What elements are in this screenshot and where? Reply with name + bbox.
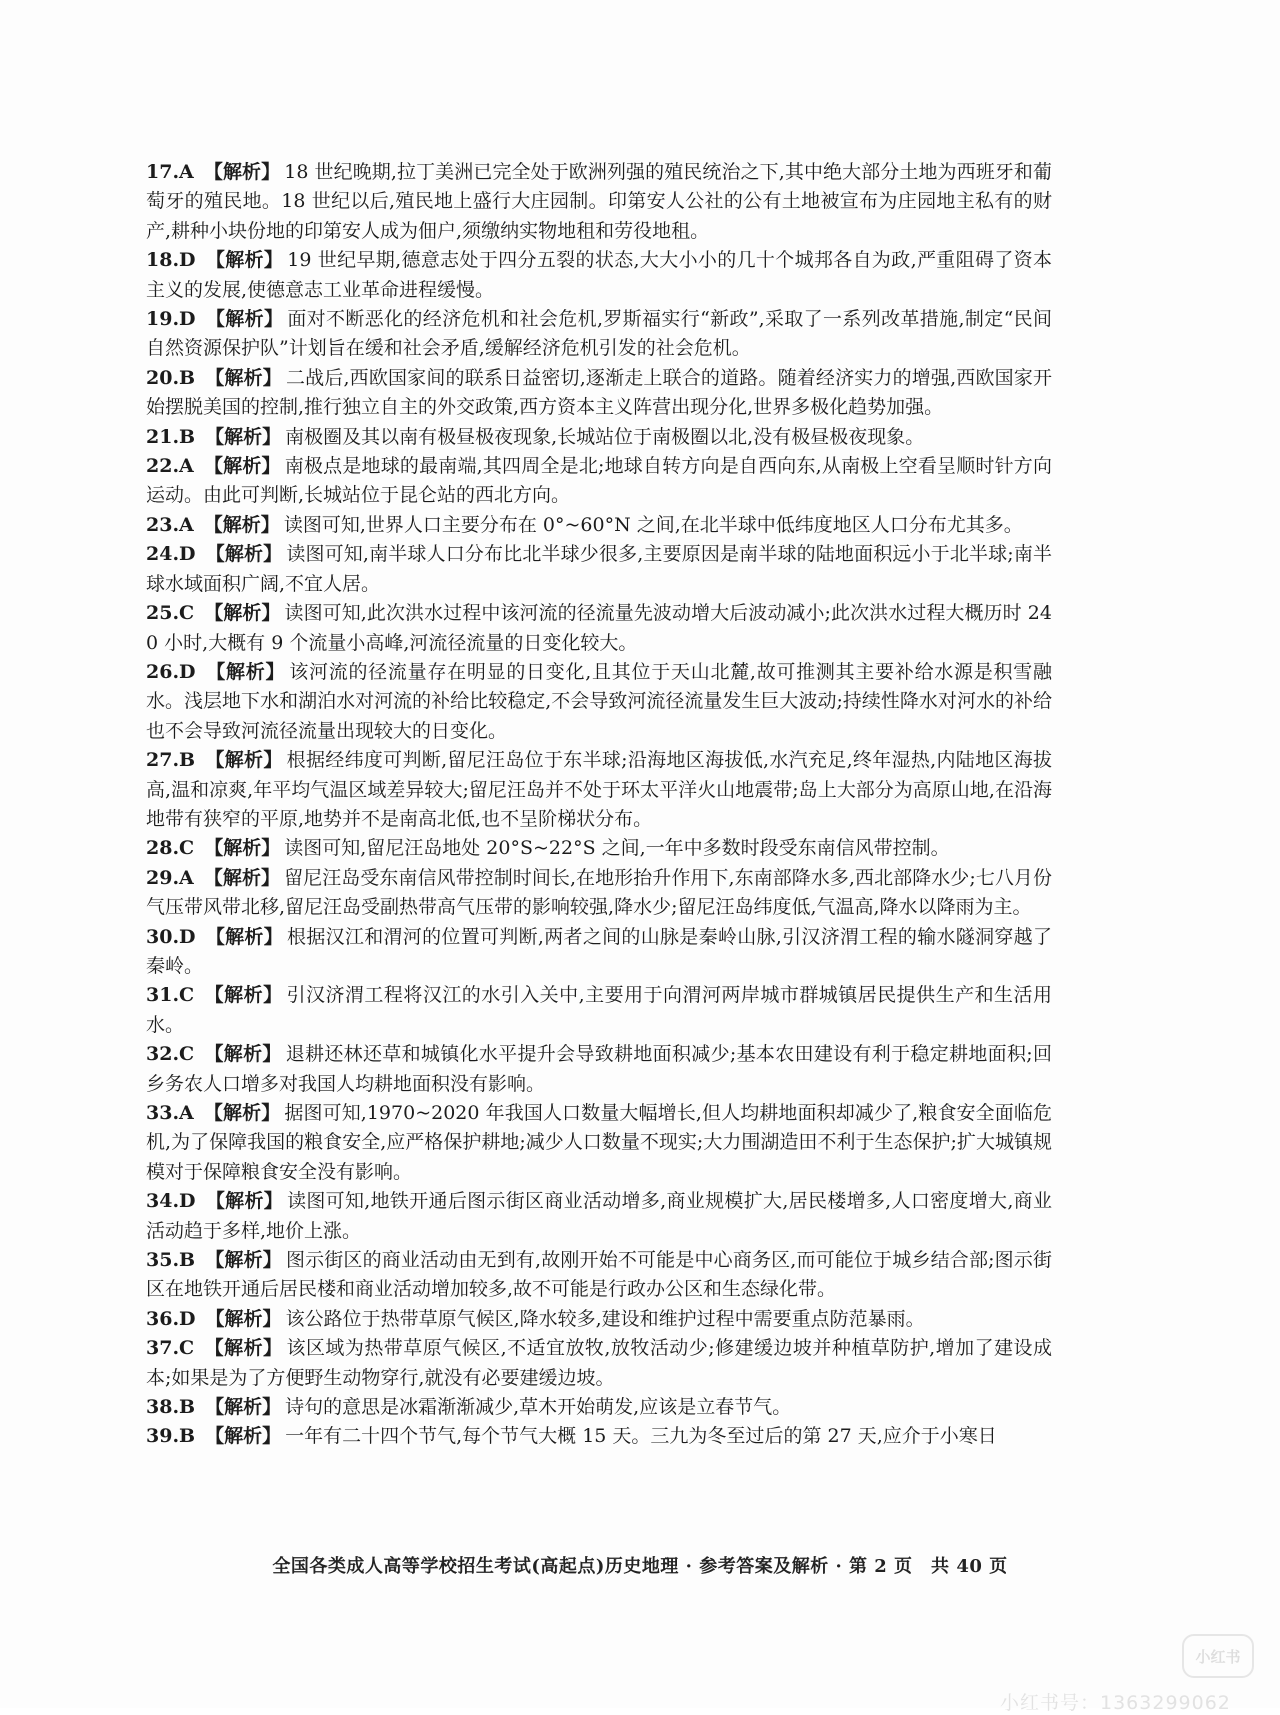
analysis-text: 读图可知,世界人口主要分布在 0°~60°N 之间,在北半球中低纬度地区人口分布尤其多。 [283, 513, 1023, 536]
answer-number: 24.D [146, 543, 196, 566]
answer-entry [146, 511, 1052, 540]
analysis-text: 根据汉江和渭河的位置可判断,两者之间的山脉是秦岭山脉,引汉济渭工程的输水隧洞穿越了秦岭。 [146, 925, 1052, 977]
analysis-text: 19 世纪早期,德意志处于四分五裂的状态,大大小小的几十个城邦各自为政,严重阻碍了资本主义的发展,使德意志工业革命进程缓慢。 [146, 249, 1052, 301]
analysis-text: 根据经纬度可判断,留尼汪岛位于东半球;沿海地区海拔低,水汽充足,终年湿热,内陆地区海拔高,温和凉爽,年平均气温区域差异较大;留尼汪岛并不处于环太平洋火山地震带;岛上大部分为高原山地,在沿海地带有狭窄的平原,地势并不是南高北低,也不呈阶梯状分布。 [146, 749, 1052, 830]
analysis-tag: 【解析】 [205, 660, 286, 683]
answer-number: 34.D [146, 1190, 196, 1213]
answer-number: 35.B [146, 1249, 196, 1272]
analysis-tag: 【解析】 [205, 1425, 282, 1448]
analysis-text: 南极圈及其以南有极昼极夜现象,长城站位于南极圈以北,没有极昼极夜现象。 [285, 425, 925, 448]
analysis-tag: 【解析】 [203, 161, 281, 183]
answer-entry [146, 305, 1052, 364]
analysis-tag: 【解析】 [205, 749, 283, 772]
answer-entry [146, 1040, 1052, 1099]
answer-number: 39.B [146, 1425, 196, 1448]
answer-number: 37.C [146, 1337, 195, 1360]
analysis-text: 一年有二十四个节气,每个节气大概 15 天。三九为冬至过后的第 27 天,应介于小寒日 [285, 1425, 997, 1448]
analysis-text: 该区域为热带草原气候区,不适宜放牧,放牧活动少;修建缓边坡并种植草防护,增加了建设成本;如果是为了方便野生动物穿行,就没有必要建缓边坡。 [146, 1337, 1052, 1389]
answer-number: 26.D [146, 660, 196, 683]
answer-number: 21.B [146, 425, 196, 448]
analysis-tag: 【解析】 [205, 1249, 282, 1272]
answer-entry [146, 658, 1052, 746]
answer-number: 31.C [146, 984, 195, 1007]
answer-entry [146, 1246, 1052, 1305]
answer-entry [146, 981, 1052, 1040]
analysis-tag: 【解析】 [205, 249, 284, 272]
analysis-tag: 【解析】 [205, 308, 284, 331]
answer-number: 29.A [146, 866, 194, 889]
answer-number: 36.D [146, 1307, 196, 1330]
answer-entry [146, 1334, 1052, 1393]
analysis-text: 图示街区的商业活动由无到有,故刚开始不可能是中心商务区,而可能位于城乡结合部;图示街区在地铁开通后居民楼和商业活动增加较多,故不可能是行政办公区和生态绿化带。 [146, 1249, 1052, 1301]
analysis-text: 南极点是地球的最南端,其四周全是北;地球自转方向是自西向东,从南极上空看呈顺时针方向运动。由此可判断,长城站位于昆仑站的西北方向。 [146, 455, 1052, 507]
page-footer: 全国各类成人高等学校招生考试(高起点)历史地理 · 参考答案及解析 · 第 2 页 共 40 页 [272, 1556, 1008, 1577]
analysis-text: 诗句的意思是冰霜渐渐减少,草木开始萌发,应该是立春节气。 [285, 1396, 792, 1419]
answer-entry [146, 1305, 1052, 1334]
analysis-tag: 【解析】 [205, 543, 283, 566]
analysis-tag: 【解析】 [205, 366, 282, 389]
answer-number: 18.D [146, 249, 196, 272]
answer-entry [146, 452, 1052, 511]
answer-list [146, 158, 1052, 1452]
answer-entry [146, 1187, 1052, 1246]
answer-number: 22.A [146, 455, 194, 478]
answer-entry [146, 1099, 1052, 1187]
answer-number: 23.A [146, 513, 194, 536]
answer-entry [146, 364, 1052, 423]
answer-number: 20.B [146, 366, 196, 389]
analysis-tag: 【解析】 [203, 866, 281, 889]
answer-number: 28.C [146, 837, 195, 860]
analysis-tag: 【解析】 [203, 513, 280, 536]
answer-entry [146, 864, 1052, 923]
analysis-text: 留尼汪岛受东南信风带控制时间长,在地形抬升作用下,东南部降水多,西北部降水少;七八月份气压带风带北移,留尼汪岛受副热带高气压带的影响较强,降水少;留尼汪岛纬度低,气温高,降水以降雨为主。 [146, 866, 1052, 919]
answer-number: 30.D [146, 925, 196, 948]
analysis-tag: 【解析】 [205, 425, 282, 448]
analysis-tag: 【解析】 [203, 1102, 281, 1124]
answer-number: 27.B [146, 749, 196, 772]
answer-number: 17.A [146, 161, 194, 183]
analysis-tag: 【解析】 [204, 1337, 283, 1360]
answer-entry [146, 834, 1052, 863]
answer-entry [146, 158, 1052, 246]
answer-entry [146, 599, 1052, 658]
answer-number: 38.B [146, 1396, 196, 1419]
answer-entry [146, 746, 1052, 834]
analysis-text: 面对不断恶化的经济危机和社会危机,罗斯福实行“新政”,采取了一系列改革措施,制定“民间自然资源保护队”计划旨在缓和社会矛盾,缓解经济危机引发的社会危机。 [146, 308, 1052, 360]
answer-entry [146, 423, 1052, 452]
answer-entry [146, 923, 1052, 982]
analysis-text: 该河流的径流量存在明显的日变化,且其位于天山北麓,故可推测其主要补给水源是积雪融水。浅层地下水和湖泊水对河流的补给比较稳定,不会导致河流径流量发生巨大波动;持续性降水对河水的补给也不会导致河流径流量出现较大的日变化。 [146, 660, 1052, 742]
analysis-tag: 【解析】 [205, 1396, 282, 1419]
analysis-text: 据图可知,1970~2020 年我国人口数量大幅增长,但人均耕地面积却减少了,粮食安全面临危机,为了保障我国的粮食安全,应严格保护耕地;减少人口数量不现实;大力围湖造田不利于生态保护;扩大城镇规模对于保障粮食安全没有影响。 [146, 1102, 1052, 1183]
analysis-tag: 【解析】 [205, 925, 284, 948]
analysis-text: 18 世纪晚期,拉丁美洲已完全处于欧洲列强的殖民统治之下,其中绝大部分土地为西班牙和葡萄牙的殖民地。18 世纪以后,殖民地上盛行大庄园制。印第安人公社的公有土地被宣布为庄园地主私有的财产,耕种小块份地的印第安人成为佃户,须缴纳实物地租和劳役地租。 [146, 161, 1052, 242]
watermark-id: 小红书号：1363299062 [1000, 1692, 1231, 1714]
analysis-tag: 【解析】 [205, 1307, 282, 1330]
answer-number: 33.A [146, 1102, 194, 1124]
analysis-text: 读图可知,南半球人口分布比北半球少很多,主要原因是南半球的陆地面积远小于北半球;南半球水域面积广阔,不宜人居。 [146, 543, 1052, 595]
answer-number: 19.D [146, 308, 196, 331]
analysis-tag: 【解析】 [204, 1043, 282, 1066]
answer-entry [146, 1393, 1052, 1422]
analysis-tag: 【解析】 [204, 984, 283, 1007]
answer-entry [146, 540, 1052, 599]
analysis-tag: 【解析】 [204, 837, 281, 860]
watermark-logo: 小红书 [1182, 1634, 1254, 1678]
analysis-tag: 【解析】 [204, 602, 281, 625]
analysis-text: 退耕还林还草和城镇化水平提升会导致耕地面积减少;基本农田建设有利于稳定耕地面积;回乡务农人口增多对我国人均耕地面积没有影响。 [146, 1043, 1052, 1095]
analysis-text: 该公路位于热带草原气候区,降水较多,建设和维护过程中需要重点防范暴雨。 [285, 1307, 925, 1330]
answer-entry [146, 1422, 1052, 1451]
answer-number: 25.C [146, 602, 195, 625]
answer-number: 32.C [146, 1043, 195, 1066]
analysis-text: 二战后,西欧国家间的联系日益密切,逐渐走上联合的道路。随着经济实力的增强,西欧国家开始摆脱美国的控制,推行独立自主的外交政策,西方资本主义阵营出现分化,世界多极化趋势加强。 [146, 366, 1052, 419]
analysis-text: 读图可知,留尼汪岛地处 20°S~22°S 之间,一年中多数时段受东南信风带控制。 [284, 837, 950, 860]
analysis-text: 引汉济渭工程将汉江的水引入关中,主要用于向渭河两岸城市群城镇居民提供生产和生活用水。 [146, 984, 1052, 1036]
analysis-tag: 【解析】 [205, 1190, 284, 1213]
analysis-tag: 【解析】 [203, 455, 281, 478]
answer-entry [146, 246, 1052, 305]
analysis-text: 读图可知,地铁开通后图示街区商业活动增多,商业规模扩大,居民楼增多,人口密度增大,商业活动趋于多样,地价上涨。 [146, 1190, 1052, 1242]
analysis-text: 读图可知,此次洪水过程中该河流的径流量先波动增大后波动减小;此次洪水过程大概历时 240 小时,大概有 9 个流量小高峰,河流径流量的日变化较大。 [146, 602, 1052, 654]
